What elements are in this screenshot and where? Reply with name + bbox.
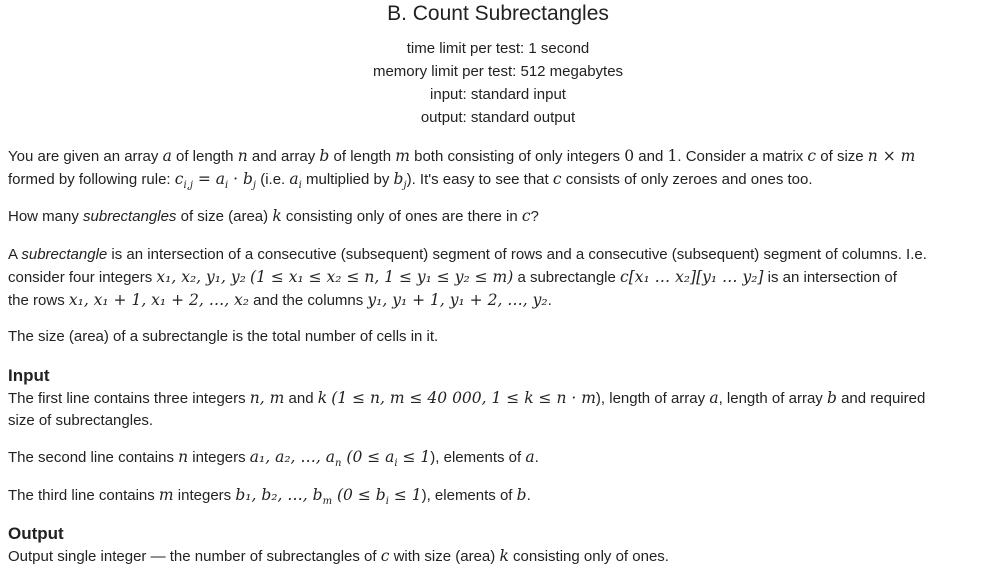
text: You are given an array (8, 148, 163, 165)
math-a: a (709, 389, 719, 407)
input-line-3 (8, 484, 988, 507)
text: both consisting of only integers (409, 148, 625, 165)
math-n: n (237, 147, 248, 165)
math-a: a (525, 448, 535, 466)
text: formed by following rule: (8, 171, 175, 188)
output-line (8, 545, 988, 568)
emphasis: subrectangle (21, 246, 108, 263)
input-heading: Input (8, 366, 50, 385)
math-rows: x₁, x₁ + 1, x₁ + 2, …, x₂ (68, 291, 250, 309)
input-type: input: standard input (430, 86, 566, 103)
math-n-times-m: n × m (867, 147, 916, 165)
text: . (547, 292, 552, 309)
text: a subrectangle (513, 269, 621, 286)
text: and (284, 390, 318, 407)
text: The first line contains three integers (8, 390, 250, 407)
math-b: b (319, 147, 330, 165)
text: and the columns (249, 292, 368, 309)
math-m: m (395, 147, 410, 165)
math-b: b (516, 486, 527, 504)
emphasis: subrectangles (83, 208, 177, 225)
text: and required (836, 390, 926, 407)
text: , length of array (718, 390, 827, 407)
math-a-constraint: ($0 \le a_i \le 1$ (341, 448, 431, 470)
text: is an intersection of (763, 269, 897, 286)
math-k: k (272, 207, 282, 225)
math-k: k (317, 389, 328, 407)
text: ), length of array (595, 390, 710, 407)
math-b-constraint: ($0 \le b_i \le 1$ (332, 486, 422, 508)
math-c: c (521, 207, 531, 225)
output-type: output: standard output (420, 109, 576, 126)
math-k: k (499, 547, 509, 565)
text: consisting only of ones are there in (281, 208, 522, 225)
math-c: c (552, 170, 562, 188)
text: ), elements of (421, 487, 517, 504)
text: integers (173, 487, 236, 504)
text: size of subrectangles. (8, 412, 154, 429)
math-ai: $a_i$ (289, 170, 302, 192)
text: (i.e. (256, 171, 290, 188)
text: of length (329, 148, 396, 165)
text: Output single integer — the number of subrectangles of (8, 548, 381, 565)
text: . (526, 487, 531, 504)
math-matrix-rule: $c_{i,j} = a_i \cdot b_j$ (174, 170, 257, 192)
math-c: c (807, 147, 817, 165)
text: and (634, 148, 668, 165)
text: of size (area) (176, 208, 273, 225)
math-one: 1 (667, 147, 678, 165)
text: A (8, 246, 22, 263)
text: ). It's easy to see that (406, 171, 553, 188)
text: ), elements of (430, 449, 526, 466)
text: with size (area) (389, 548, 500, 565)
input-line-2 (8, 446, 988, 469)
math-constraints: (1 ≤ x₁ ≤ x₂ ≤ n, 1 ≤ y₁ ≤ y₂ ≤ m) (250, 268, 514, 286)
text: How many (8, 208, 84, 225)
math-a: a (162, 147, 172, 165)
math-four-integers: x₁, x₂, y₁, y₂ (156, 268, 246, 286)
text: of length (171, 148, 238, 165)
text: The third line contains (8, 487, 159, 504)
math-b: b (826, 389, 837, 407)
text: . (534, 449, 539, 466)
input-line-1 (8, 387, 988, 432)
time-limit: time limit per test: 1 second (406, 40, 590, 57)
text: and array (247, 148, 320, 165)
math-subrectangle: c[x₁ … x₂][y₁ … y₂] (620, 268, 764, 286)
text: of size (816, 148, 868, 165)
memory-limit: memory limit per test: 512 megabytes (372, 63, 624, 80)
text: . Consider a matrix (677, 148, 808, 165)
statement-paragraph-2 (8, 205, 988, 228)
math-input-constraints: (1 ≤ n, m ≤ 40 000, 1 ≤ k ≤ n · m (331, 389, 596, 407)
text: is an intersection of a consecutive (subsequent) segment of rows and a consecutive (subsequent) segment of columns. I.e. (107, 246, 927, 263)
math-c: c (380, 547, 390, 565)
output-heading: Output (8, 524, 64, 543)
text: ? (530, 208, 539, 225)
text: consider four integers (8, 269, 157, 286)
math-b-list: b₁, b₂, …, $b_m$ (235, 486, 333, 508)
statement-paragraph-1 (8, 145, 988, 191)
text: consists of only zeroes and ones too. (561, 171, 813, 188)
math-bj: $b_j$ (393, 170, 407, 192)
text: consisting only of ones. (508, 548, 669, 565)
text: the rows (8, 292, 69, 309)
statement-paragraph-3 (8, 244, 988, 312)
text: The second line contains (8, 449, 179, 466)
math-columns: y₁, y₁ + 1, y₁ + 2, …, y₂ (367, 291, 548, 309)
text: multiplied by (301, 171, 394, 188)
problem-title: B. Count Subrectangles (387, 2, 609, 25)
math-zero: 0 (624, 147, 635, 165)
statement-paragraph-4: The size (area) of a subrectangle is the total number of cells in it. (8, 328, 439, 345)
text: integers (188, 449, 250, 466)
math-n: n (178, 448, 189, 466)
math-m: m (158, 486, 174, 504)
math-a-list: a₁, a₂, …, $a_n$ (249, 448, 342, 470)
math-n-m: n, m (249, 389, 285, 407)
